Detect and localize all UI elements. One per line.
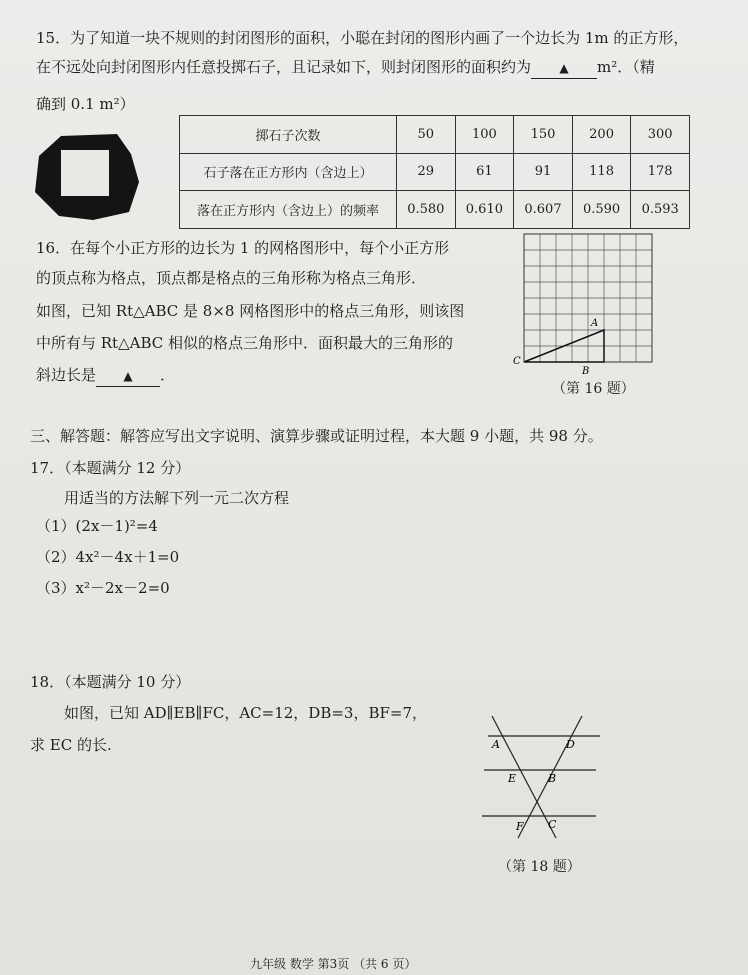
q16-end: ． — [160, 366, 176, 384]
table-cell: 0.590 — [572, 191, 631, 229]
triangle-mark-icon: ▲ — [559, 61, 569, 75]
table-cell: 300 — [631, 116, 690, 154]
table-cell: 落在正方形内（含边上）的频率 — [180, 191, 397, 229]
q16-line5-text: 斜边长是 — [36, 366, 97, 384]
q16-line3: 如图，已知 Rt△ABC 是 8×8 网格图形中的格点三角形，则该图 — [36, 302, 465, 320]
table-cell: 178 — [631, 153, 690, 191]
q16-line5 — [36, 365, 175, 387]
table-cell: 0.607 — [514, 191, 573, 229]
q17-item-2: （2）4x²－4x＋1=0 — [36, 548, 180, 566]
table-cell: 100 — [455, 116, 514, 154]
q16-line2: 的顶点称为格点，顶点都是格点的三角形称为格点三角形． — [36, 269, 427, 287]
label-e: E — [508, 772, 517, 785]
table-row — [180, 191, 690, 229]
q16-grid-figure — [510, 226, 660, 376]
table-row — [180, 116, 690, 154]
q15-line1: 15．为了知道一块不规则的封闭图形的面积，小聪在封闭的图形内画了一个边长为 1m 的正方形， — [36, 29, 689, 47]
q15-answer-blank — [531, 57, 597, 79]
q18-parallel-lines-figure — [478, 712, 608, 852]
frequency-table — [179, 115, 690, 229]
page-footer: 九年级 数学 第3页 （共 6 页） — [250, 957, 417, 971]
table-cell: 0.593 — [631, 191, 690, 229]
q17-item-1: （1）(2x－1)²=4 — [36, 517, 158, 535]
table-cell: 150 — [514, 116, 573, 154]
table-cell: 掷石子次数 — [180, 116, 397, 154]
q16-caption: （第 16 题） — [552, 381, 635, 397]
table-row — [180, 153, 690, 191]
q16-answer-blank — [96, 365, 160, 387]
label-c: C — [513, 356, 521, 367]
triangle-mark-icon: ▲ — [123, 369, 133, 383]
label-b: B — [548, 772, 557, 785]
q16-line4: 中所有与 Rt△ABC 相似的格点三角形中．面积最大的三角形的 — [36, 334, 454, 352]
unit-square — [61, 150, 109, 196]
q17-title: 17．（本题满分 12 分） — [30, 459, 191, 477]
table-cell: 0.580 — [397, 191, 456, 229]
table-cell: 29 — [397, 153, 456, 191]
label-a: A — [492, 738, 500, 751]
q15-line2 — [36, 57, 655, 79]
q18-title: 18．（本题满分 10 分） — [30, 673, 191, 691]
table-cell: 118 — [572, 153, 631, 191]
label-c: C — [548, 818, 557, 831]
label-f: F — [516, 820, 524, 833]
q18-line2: 求 EC 的长. — [30, 736, 112, 754]
q17-item-3: （3）x²－2x－2=0 — [36, 579, 170, 597]
label-b: B — [582, 366, 590, 376]
section3-title: 三、解答题：解答应写出文字说明、演算步骤或证明过程，本大题 9 小题，共 98 分。 — [30, 427, 603, 445]
q15-line3: 确到 0.1 m²） — [36, 95, 135, 113]
label-a: A — [591, 318, 599, 329]
q18-line1: 如图，已知 AD∥EB∥FC，AC=12，DB=3，BF=7， — [64, 704, 428, 722]
table-cell: 50 — [397, 116, 456, 154]
irregular-shape-figure — [33, 132, 143, 222]
q16-line1: 16．在每个小正方形的边长为 1 的网格图形中，每个小正方形 — [36, 239, 450, 257]
table-cell: 0.610 — [455, 191, 514, 229]
table-cell: 61 — [455, 153, 514, 191]
q15-line2-text: 在不远处向封闭图形内任意投掷石子，且记录如下，则封闭图形的面积约为 — [36, 58, 532, 76]
transversal-ac — [492, 716, 556, 838]
q17-intro: 用适当的方法解下列一元二次方程 — [64, 489, 290, 507]
table-cell: 石子落在正方形内（含边上） — [180, 153, 397, 191]
table-cell: 200 — [572, 116, 631, 154]
table-cell: 91 — [514, 153, 573, 191]
grid-lines — [524, 234, 652, 362]
q18-caption: （第 18 题） — [498, 859, 581, 875]
label-d: D — [566, 738, 575, 751]
q15-unit: m²．（精 — [597, 58, 655, 76]
